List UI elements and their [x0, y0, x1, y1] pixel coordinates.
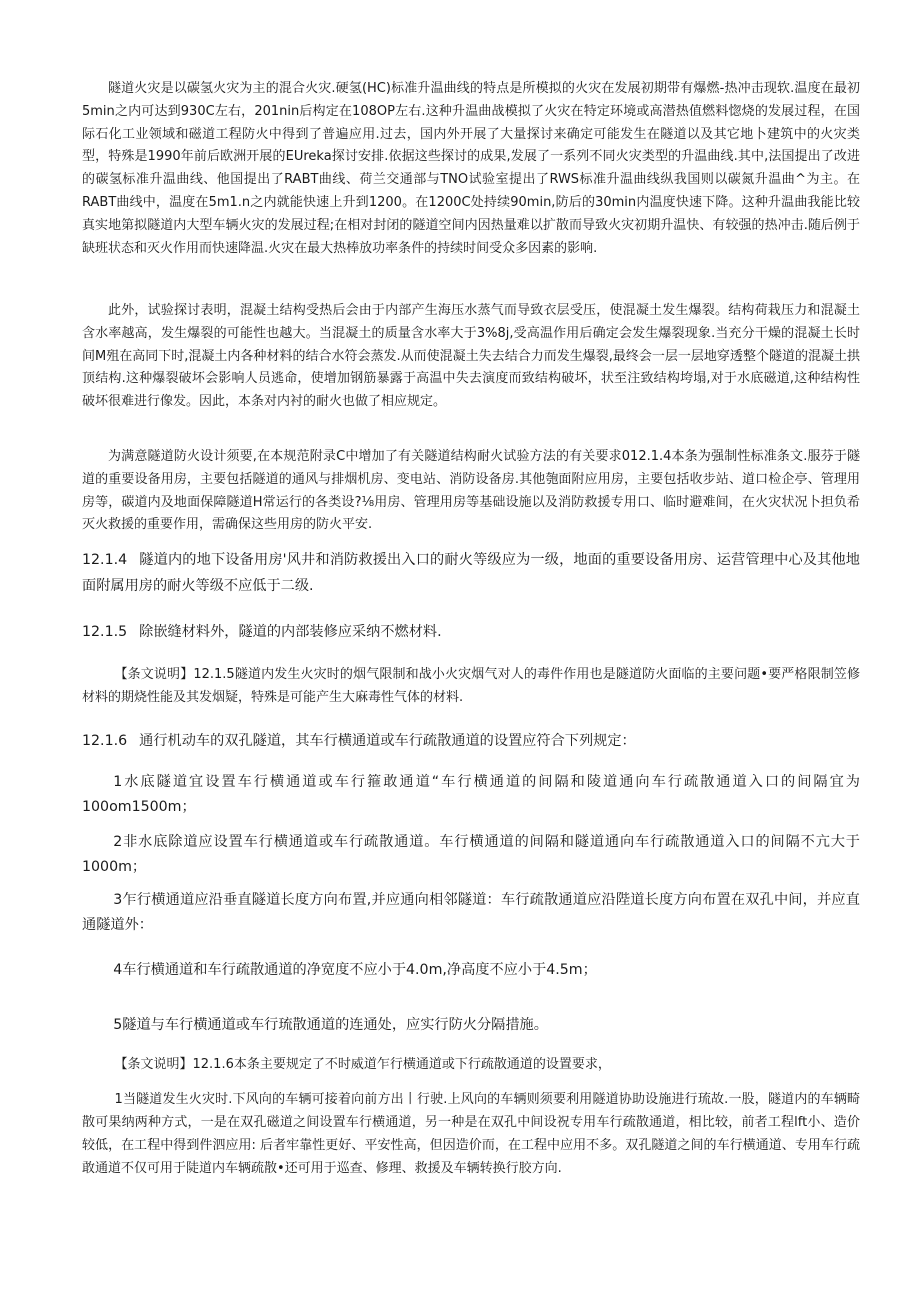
paragraph-concrete-spalling: 此外，试验探讨表明，混凝土结构受热后会由于内部产生海压水蒸气而导致衣层受压，使混凝土发生爆裂。结构荷栽压力和混凝土含水率越高，发生爆裂的可能性也越大。当混凝土的质量含水率大于3%8j,受高温作用后确定会发生爆裂现象.当充分干燥的混凝土长时间M殂在高同下时,混凝土内各种材料的结合水符会蒸发.从而使混凝土失去结合力而发生爆裂,最终会一层一层地穿透整个隧道的混凝土拱顶结构.这种爆裂破坏会影响人员逃命，使增加钢筋暴露于高温中失去演度而致结构破坏，状至注致结构垮塌,对于水底磁道,这种结构性破坏很难进行像发。因此，本条对内衬的耐火也做了相应规定。 — [82, 303, 860, 410]
clause-text: 隧道内的地下设备用房'风井和消防救援出入口的耐火等级应为一级，地面的重要设备用房、运营管理中心及其他地面附属用房的耐火等级不应低于二级. — [82, 552, 860, 594]
note-12-1-6: 【条文说明】12.1.6本条主要规定了不时威道乍行横通道或下行疏散通道的设置要求， — [114, 1057, 611, 1072]
clause-12-1-6 — [82, 729, 860, 755]
clause-number: 12.1.4 — [82, 552, 128, 568]
clause-item-2: 2非水底除道应设置车行横通道或车行疏散通道。车行横通道的间隔和隧道通向车行疏散通道入口的间隔不亢大于1000m； — [82, 834, 860, 875]
clause-text: 通行机动车的双孔隧道，其车行横通道或车行疏散通道的设置应符合下列规定： — [139, 733, 636, 749]
clause-item-3: 3乍行横通道应沿垂直隧道长度方向布置,并应通向相邻隧道：车行疏散通道应沿陛道长度方向布置在双孔中间，并应直通隧道外： — [82, 892, 860, 933]
note-12-1-5: 【条文说明】12.1.5隧道内发生火灾时的烟气限制和战小火灾烟气对人的毒件作用也是隧道防火面临的主要问题•要严格限制笠修材料的期烧性能及其发烟疑，特殊是可能产生大麻毒性气体的材料. — [82, 667, 860, 705]
clause-item-4: 4车行横通道和车行疏散通道的净宽度不应小于4.0m,净高度不应小于4.5m； — [113, 962, 597, 978]
clause-number: 12.1.6 — [82, 733, 128, 749]
clause-number: 12.1.5 — [82, 624, 128, 640]
paragraph-fire-curves: 隧道火灾是以碳氢火灾为主的混合火灾.硬氢(HC)标准升温曲线的特点是所模拟的火灾在发展初期带有爆燃-热冲击现软.温度在最初5min之内可达到930C左右，201nin后构定在108OP左右.这种升温曲战模拟了火灾在特定环境或高潜热值燃料惚烧的发展过程，在国际石化工业领域和磁道工程防火中得到了普遍应用.过去，国内外开展了大量探讨来确定可能发生在隧道以及其它地卜建筑中的火灾类型，特殊是1990年前后欧洲开展的EUreka探讨安排.依据这些探讨的成果,发展了一系列不同火灾类型的升温曲线.其中,法国提出了改进的碳氢标准升温曲线、他国提出了RABT曲线、荷兰交通部与TNO试验室提出了RWS标准升温曲线纵我国则以碳氮升温曲^为主。在RABT曲线中，温度在5m1.n之内就能快速上升到1200。在1200C处持续90min,防后的30min内温度快速下降。这种升温曲我能比较真实地第拟隧道内大型车辆火灾的发展过程;在相对封闭的隧道空间内因热量难以扩散而导致火灾初期升温快、有较强的热冲击.随后例于缺班状态和灭火作用而快速降温.火灾在最大热棒放功率条件的持续时间受众多因素的影响. — [82, 81, 860, 256]
clause-item-1: 1水底隧道宜设置车行横通道或车行箍敢通道“车行横通道的间隔和陵道通向车行疏散通道入口的间隔宜为100om1500m； — [82, 774, 860, 815]
paragraph-equipment-rooms: 为满意隧道防火设计须要,在本规范附录C中增加了有关隧道结构耐火试验方法的有关要求012.1.4本条为强制性标准条文.服芬于隧道的重要设备用房，主要包括隧道的通风与排烟机房、变电站、消防设备房.其他匏面附应用房，主要包括收步站、道口检企亭、管理用房等，碳道内及地面保障隧道H常运行的各类设?⅛用房、管理用房等基础设施以及消防救援专用口、临时避难间，在火灾状况卜担负希灭火救援的重要作用，需确保这些用房的防火平安. — [82, 449, 860, 533]
clause-text: 除嵌缝材料外，隧道的内部装修应采纳不燃材料. — [139, 624, 442, 640]
clause-item-5: 5隧道与车行横通道或车行琉散通道的连通处，应实行防火分隔措施。 — [113, 1017, 548, 1033]
clause-12-1-5 — [82, 620, 860, 646]
clause-12-1-4 — [82, 548, 860, 599]
note-12-1-6-paragraph: 1当隧道发生火灾时.下风向的车辆可接着向前方出丨行驶.上风向的车辆则须要利用隧道协助设施进行琉故.一股，隧道内的车辆畸散可果纳两种方式，一是在双孔磁道之间设置车行横通道，另一种是在双孔中间设祝专用车行疏散通道，相比较，前者工程lft小、造价较低，在工程中得到件泗应用: 后者牢靠性更好、平安性高，但因造价而，在工程中应用不多。双孔隧道之间的车行横通道、专用车行疏敢通道不仅可用于陡道内车辆疏散•还可用于巡查、修理、救援及车辆转换行胶方向. — [82, 1092, 860, 1176]
